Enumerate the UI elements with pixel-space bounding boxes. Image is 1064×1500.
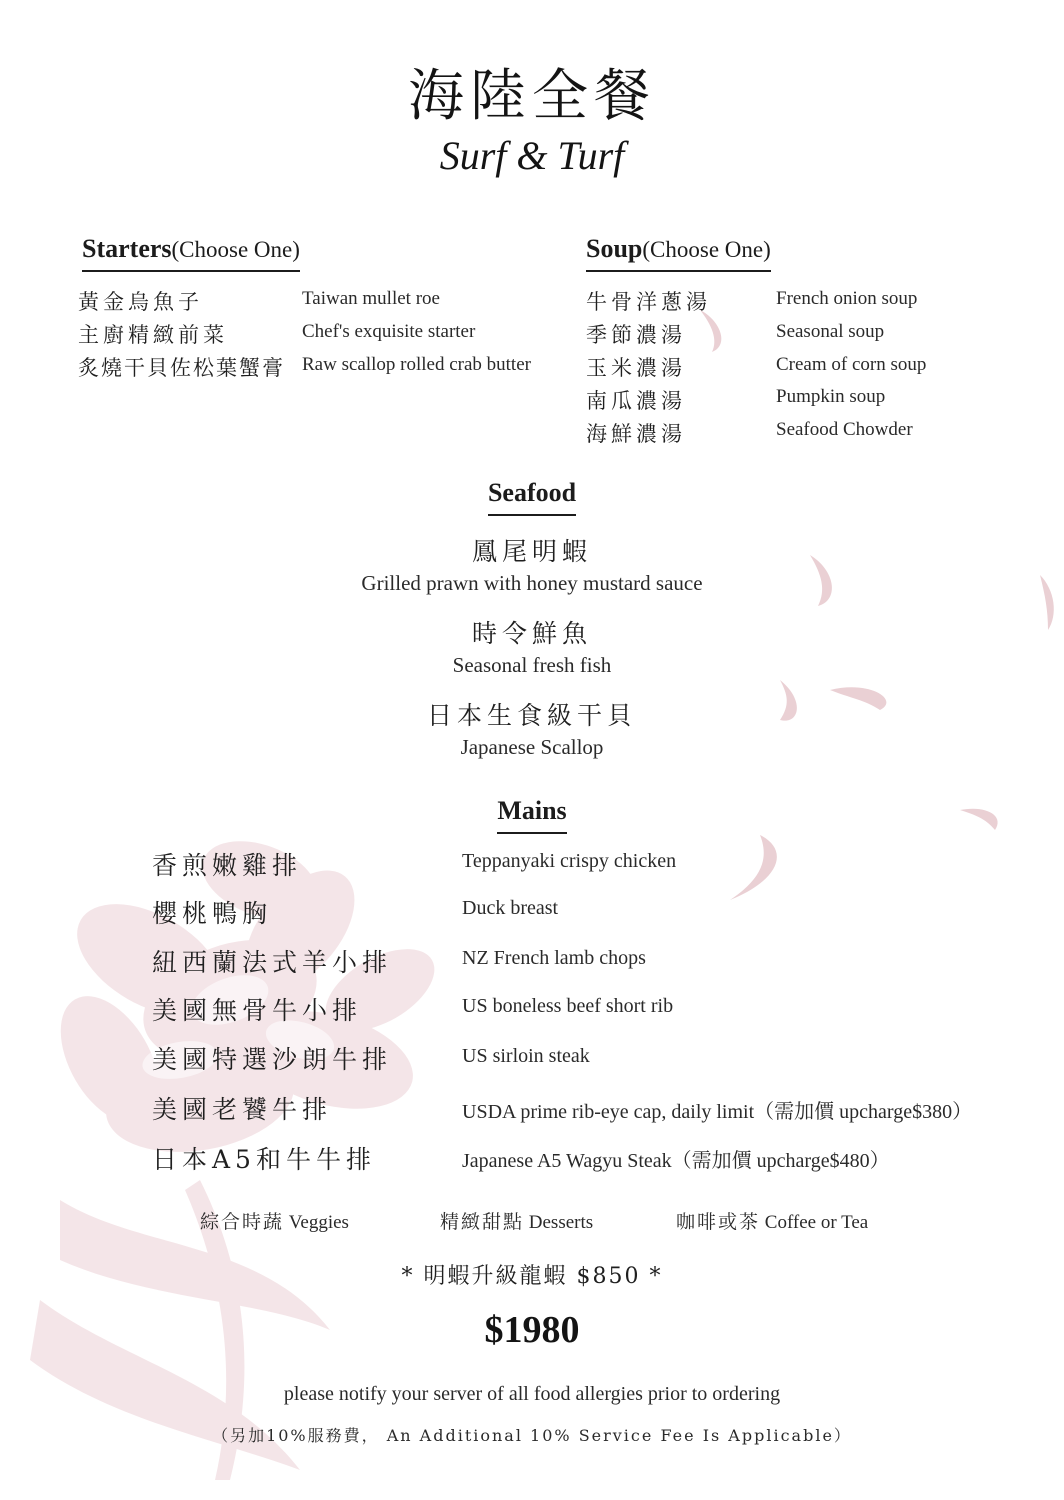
lobster-upgrade-note: * 明蝦升級龍蝦 $850 *	[401, 1264, 663, 1289]
menu-title-english: Surf & Turf	[439, 133, 625, 178]
starter-item-en: Taiwan mullet roe	[302, 288, 440, 309]
mains-item-zh: 櫻桃鴨胸	[152, 899, 273, 928]
extra-item-zh: 綜合時蔬	[200, 1211, 285, 1233]
mains-item-zh: 日本A5和牛牛排	[152, 1145, 376, 1174]
seafood-item-zh: 日本生食級干貝	[426, 701, 637, 730]
starters-heading	[82, 234, 300, 272]
mains-item-en: Japanese A5 Wagyu Steak（需加價 upcharge$480）	[462, 1150, 890, 1172]
starter-item-en: Raw scallop rolled crab butter	[302, 354, 531, 375]
starter-item-zh: 黃金烏魚子	[78, 290, 203, 314]
soup-title: Soup	[586, 234, 643, 263]
seafood-item-en: Grilled prawn with honey mustard sauce	[361, 571, 703, 595]
mains-item-zh: 美國老饕牛排	[152, 1095, 333, 1124]
extra-item-en: Desserts	[528, 1212, 594, 1233]
soup-item-en: French onion soup	[776, 288, 918, 309]
extra-item-desserts	[440, 1207, 593, 1234]
menu-title-chinese: 海陸全餐	[408, 64, 656, 129]
mains-item-zh: 紐西蘭法式羊小排	[152, 948, 393, 977]
extra-item-en: Coffee or Tea	[764, 1212, 869, 1233]
mains-item-zh: 美國無骨牛小排	[152, 996, 363, 1025]
mains-item-en: Teppanyaki crispy chicken	[462, 850, 677, 872]
seafood-heading: Seafood	[488, 478, 576, 516]
starter-item-en: Chef's exquisite starter	[302, 321, 476, 342]
starter-item-zh: 主廚精緻前菜	[78, 323, 228, 347]
soup-heading	[586, 234, 771, 272]
extra-item-en: Veggies	[288, 1212, 349, 1233]
soup-item-zh: 季節濃湯	[586, 323, 686, 347]
mains-item-en: USDA prime rib-eye cap, daily limit（需加價 upcharge$380）	[462, 1101, 973, 1123]
soup-item-zh: 玉米濃湯	[586, 356, 686, 380]
mains-item-zh: 美國特選沙朗牛排	[152, 1045, 393, 1074]
soup-item-en: Seafood Chowder	[776, 419, 913, 440]
mains-item-en: Duck breast	[462, 897, 559, 919]
starters-title: Starters	[82, 234, 172, 263]
mains-heading: Mains	[497, 796, 566, 834]
soup-item-zh: 南瓜濃湯	[586, 389, 686, 413]
seafood-item-zh: 鳳尾明蝦	[471, 537, 592, 566]
service-fee-note: （另加10%服務費， An Additional 10% Service Fee Is Applicable）	[212, 1426, 852, 1445]
soup-item-en: Cream of corn soup	[776, 354, 927, 375]
extra-item-zh: 精緻甜點	[440, 1211, 525, 1233]
seafood-heading-wrap	[0, 478, 1064, 516]
extra-item-coffee-tea	[676, 1207, 868, 1234]
seafood-item-en: Seasonal fresh fish	[452, 653, 612, 677]
set-price: $1980	[484, 1309, 580, 1351]
mains-item-en: US boneless beef short rib	[462, 995, 674, 1017]
extra-item-veggies	[200, 1207, 349, 1234]
starter-item-zh: 炙燒干貝佐松葉蟹膏	[78, 356, 285, 380]
allergy-note: please notify your server of all food allergies prior to ordering	[283, 1383, 781, 1405]
mains-heading-wrap	[0, 796, 1064, 834]
soup-item-zh: 牛骨洋蔥湯	[586, 290, 711, 314]
soup-item-en: Seasonal soup	[776, 321, 885, 342]
soup-item-en: Pumpkin soup	[776, 386, 886, 407]
seafood-item-en: Japanese Scallop	[460, 735, 604, 759]
mains-item-en: US sirloin steak	[462, 1045, 590, 1067]
soup-item-zh: 海鮮濃湯	[586, 422, 686, 446]
mains-item-en: NZ French lamb chops	[462, 947, 646, 969]
seafood-item-zh: 時令鮮魚	[471, 619, 592, 648]
extra-item-zh: 咖啡或茶	[676, 1211, 761, 1233]
soup-subtitle: (Choose One)	[642, 237, 771, 262]
mains-item-zh: 香煎嫩雞排	[152, 851, 303, 880]
starters-subtitle: (Choose One)	[171, 237, 300, 262]
